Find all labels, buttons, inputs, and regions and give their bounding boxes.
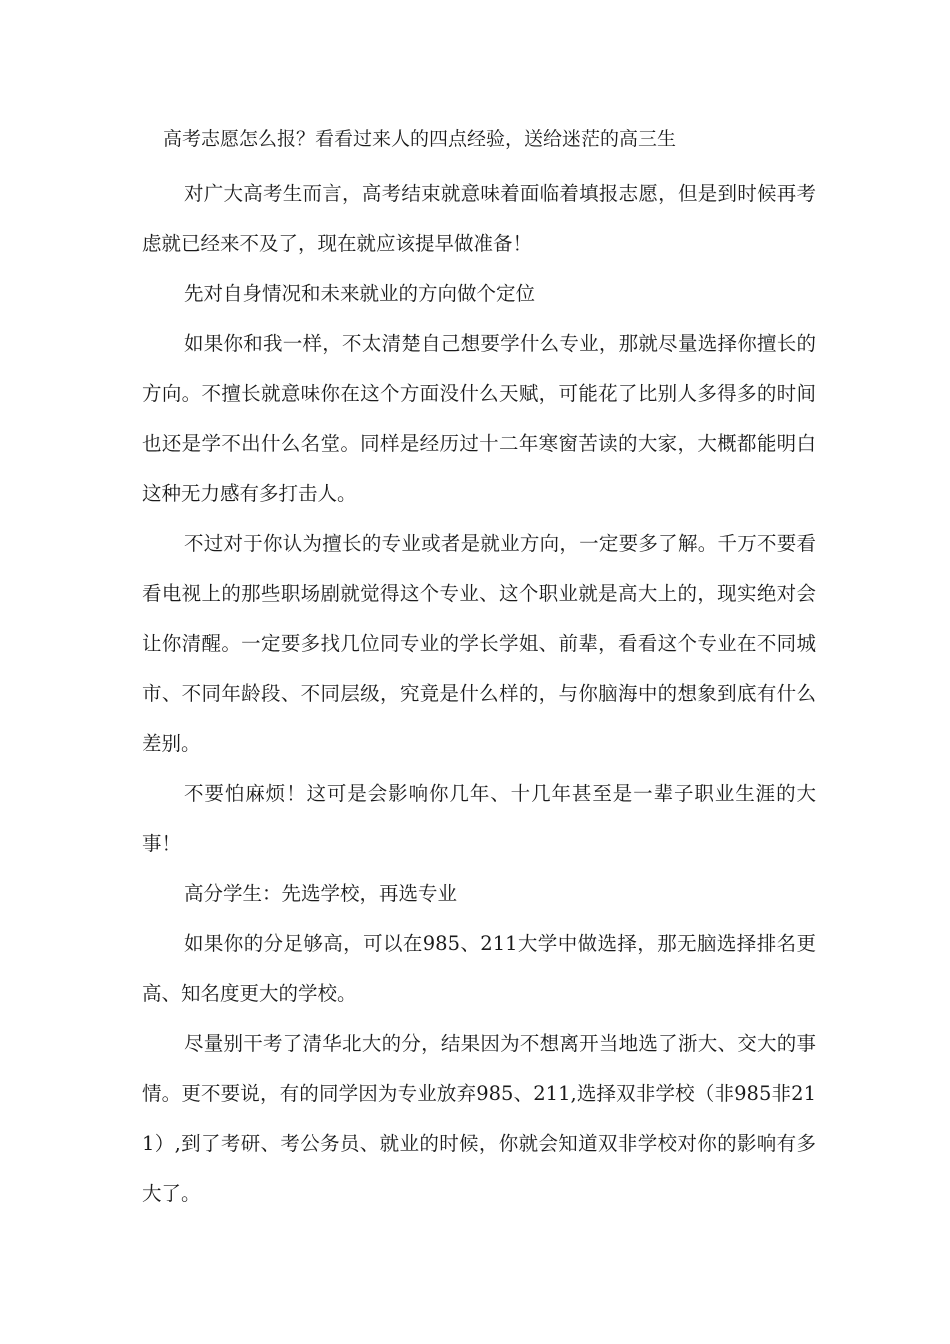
document-title: 高考志愿怎么报？看看过来人的四点经验，送给迷茫的高三生 [163,128,677,150]
paragraph-intro: 对广大高考生而言，高考结束就意味着面临着填报志愿，但是到时候再考虑就已经来不及了，现在就应该提早做准备！ [142,182,816,255]
paragraph-dont-downgrade: 尽量别干考了清华北大的分，结果因为不想离开当地选了浙大、交大的事情。更不要说，有的同学因为专业放弃985、211,选择双非学校（非985非211）,到了考研、考公务员、就业的时候，你就会知道双非学校对你的影响有多大了。 [142,1032,816,1205]
section-heading-positioning: 先对自身情况和未来就业的方向做个定位 [184,282,536,305]
document-page [142,121,816,1219]
paragraph-dont-fear-trouble: 不要怕麻烦！这可是会影响你几年、十几年甚至是一辈子职业生涯的大事！ [142,782,816,855]
paragraph-choose-school: 如果你的分足够高，可以在985、211大学中做选择，那无脑选择排名更高、知名度更大的学校。 [142,932,816,1005]
section-heading-high-score: 高分学生：先选学校，再选专业 [184,882,458,905]
paragraph-strengths: 如果你和我一样，不太清楚自己想要学什么专业，那就尽量选择你擅长的方向。不擅长就意味你在这个方面没什么天赋，可能花了比别人多得多的时间也还是学不出什么名堂。同样是经历过十二年寒窗苦读的大家，大概都能明白这种无力感有多打击人。 [142,332,816,505]
paragraph-research-major: 不过对于你认为擅长的专业或者是就业方向，一定要多了解。千万不要看看电视上的那些职场剧就觉得这个专业、这个职业就是高大上的，现实绝对会让你清醒。一定要多找几位同专业的学长学姐、前辈，看看这个专业在不同城市、不同年龄段、不同层级，究竟是什么样的，与你脑海中的想象到底有什么差别。 [142,532,816,755]
